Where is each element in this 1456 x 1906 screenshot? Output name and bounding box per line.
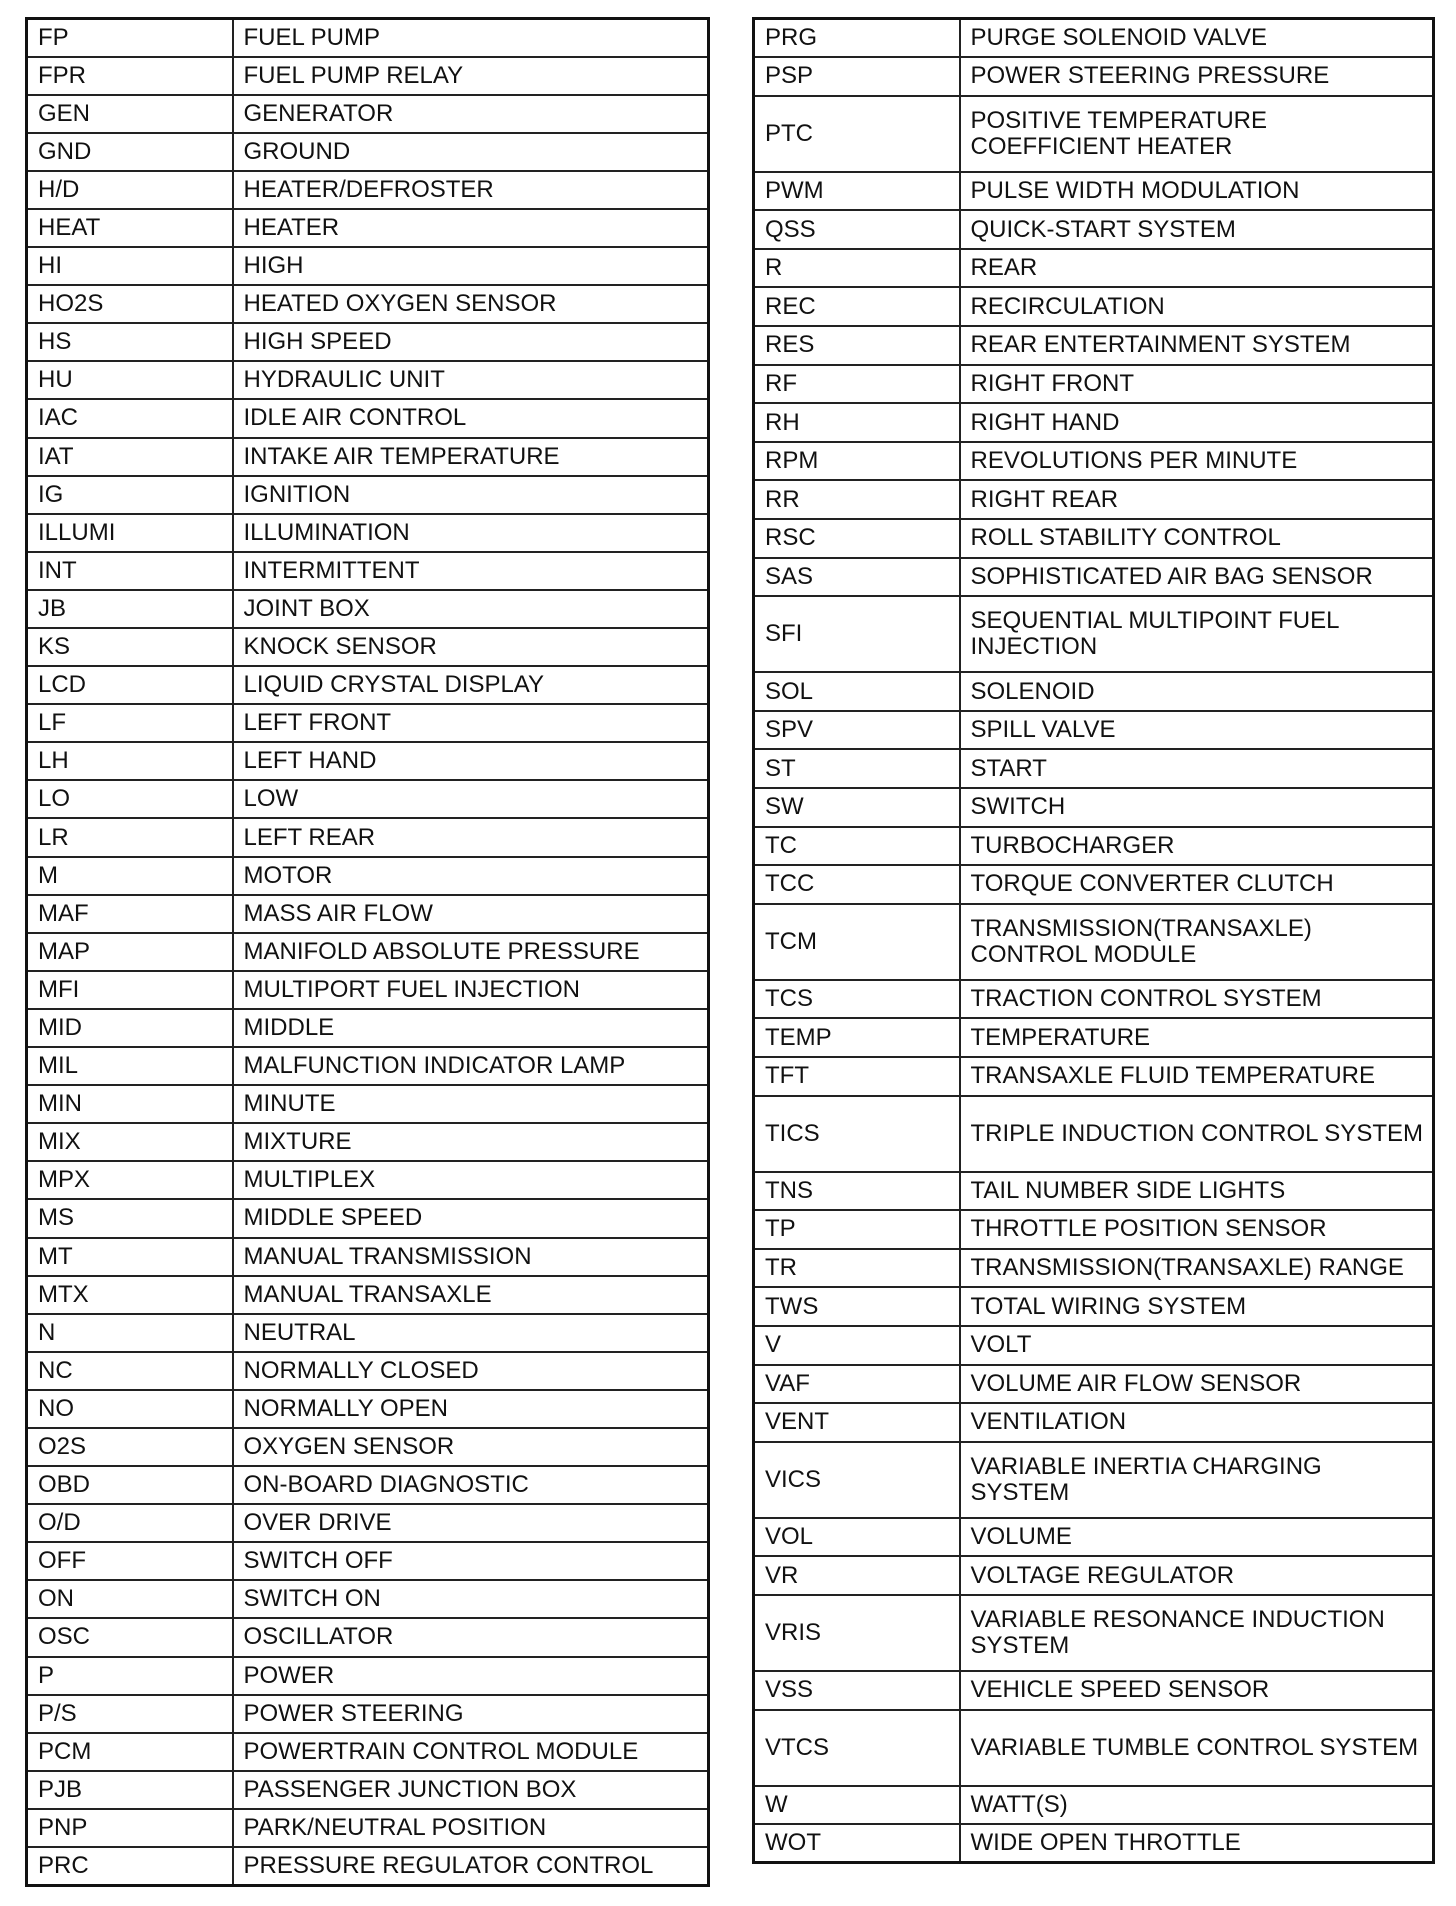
abbreviation-cell: FPR bbox=[27, 57, 233, 95]
abbreviation-cell: MS bbox=[27, 1199, 233, 1237]
abbreviation-cell: MAF bbox=[27, 895, 233, 933]
abbreviation-cell: SOL bbox=[754, 672, 960, 711]
meaning-cell: JOINT BOX bbox=[233, 590, 709, 628]
table-row bbox=[27, 57, 709, 95]
abbreviation-cell: N bbox=[27, 1314, 233, 1352]
abbreviation-cell: TICS bbox=[754, 1096, 960, 1172]
meaning-cell: THROTTLE POSITION SENSOR bbox=[960, 1210, 1434, 1249]
table-row bbox=[754, 1249, 1434, 1288]
meaning-cell: VOLTAGE REGULATOR bbox=[960, 1556, 1434, 1595]
meaning-cell: GENERATOR bbox=[233, 95, 709, 133]
meaning-cell: HYDRAULIC UNIT bbox=[233, 361, 709, 399]
meaning-cell: INTERMITTENT bbox=[233, 552, 709, 590]
table-row bbox=[27, 818, 709, 856]
table-row bbox=[27, 971, 709, 1009]
abbreviation-cell: P/S bbox=[27, 1695, 233, 1733]
meaning-cell: REAR ENTERTAINMENT SYSTEM bbox=[960, 326, 1434, 365]
meaning-cell: TOTAL WIRING SYSTEM bbox=[960, 1287, 1434, 1326]
abbreviation-cell: VTCS bbox=[754, 1710, 960, 1786]
table-row bbox=[27, 1809, 709, 1847]
abbreviation-cell: HEAT bbox=[27, 209, 233, 247]
meaning-cell: RIGHT REAR bbox=[960, 480, 1434, 519]
meaning-cell: TAIL NUMBER SIDE LIGHTS bbox=[960, 1172, 1434, 1211]
meaning-cell: HIGH bbox=[233, 247, 709, 285]
table-row bbox=[754, 596, 1434, 672]
meaning-cell: NEUTRAL bbox=[233, 1314, 709, 1352]
table-row bbox=[754, 788, 1434, 827]
meaning-cell: GROUND bbox=[233, 133, 709, 171]
meaning-cell: MANIFOLD ABSOLUTE PRESSURE bbox=[233, 933, 709, 971]
table-row bbox=[754, 1403, 1434, 1442]
abbreviation-cell: TWS bbox=[754, 1287, 960, 1326]
table-row bbox=[27, 857, 709, 895]
abbreviation-cell: REC bbox=[754, 287, 960, 326]
meaning-cell: PASSENGER JUNCTION BOX bbox=[233, 1771, 709, 1809]
table-row bbox=[754, 1710, 1434, 1786]
meaning-cell: SWITCH ON bbox=[233, 1580, 709, 1618]
meaning-cell: ILLUMINATION bbox=[233, 514, 709, 552]
abbreviation-cell: QSS bbox=[754, 210, 960, 249]
abbreviation-cell: VR bbox=[754, 1556, 960, 1595]
table-row bbox=[754, 442, 1434, 481]
meaning-cell: IDLE AIR CONTROL bbox=[233, 399, 709, 437]
table-row bbox=[754, 210, 1434, 249]
meaning-cell: OXYGEN SENSOR bbox=[233, 1428, 709, 1466]
table-row bbox=[27, 628, 709, 666]
abbreviation-cell: LF bbox=[27, 704, 233, 742]
table-row bbox=[27, 1695, 709, 1733]
meaning-cell: KNOCK SENSOR bbox=[233, 628, 709, 666]
abbreviation-cell: R bbox=[754, 249, 960, 288]
abbreviation-cell: TEMP bbox=[754, 1018, 960, 1057]
table-row bbox=[754, 96, 1434, 172]
abbreviation-cell: MAP bbox=[27, 933, 233, 971]
meaning-cell: TRIPLE INDUCTION CONTROL SYSTEM bbox=[960, 1096, 1434, 1172]
abbreviation-cell: IAT bbox=[27, 438, 233, 476]
abbreviation-cell: GND bbox=[27, 133, 233, 171]
meaning-cell: HEATED OXYGEN SENSOR bbox=[233, 285, 709, 323]
meaning-cell: VOLUME bbox=[960, 1518, 1434, 1557]
meaning-cell: MULTIPLEX bbox=[233, 1161, 709, 1199]
meaning-cell: PRESSURE REGULATOR CONTROL bbox=[233, 1847, 709, 1885]
meaning-cell: NORMALLY CLOSED bbox=[233, 1352, 709, 1390]
abbreviation-cell: RR bbox=[754, 480, 960, 519]
meaning-cell: NORMALLY OPEN bbox=[233, 1390, 709, 1428]
abbreviation-cell: O2S bbox=[27, 1428, 233, 1466]
meaning-cell: MANUAL TRANSAXLE bbox=[233, 1276, 709, 1314]
table-row bbox=[27, 133, 709, 171]
abbreviation-cell: PNP bbox=[27, 1809, 233, 1847]
meaning-cell: START bbox=[960, 749, 1434, 788]
table-row bbox=[27, 1847, 709, 1885]
meaning-cell: OSCILLATOR bbox=[233, 1618, 709, 1656]
meaning-cell: SOLENOID bbox=[960, 672, 1434, 711]
meaning-cell: IGNITION bbox=[233, 476, 709, 514]
table-row bbox=[754, 1018, 1434, 1057]
abbreviation-cell: PWM bbox=[754, 172, 960, 211]
table-row bbox=[754, 558, 1434, 597]
table-row bbox=[27, 552, 709, 590]
abbreviation-cell: P bbox=[27, 1657, 233, 1695]
table-row bbox=[754, 19, 1434, 58]
meaning-cell: RIGHT FRONT bbox=[960, 365, 1434, 404]
table-row bbox=[27, 1352, 709, 1390]
table-row bbox=[27, 247, 709, 285]
meaning-cell: POSITIVE TEMPERATURE COEFFICIENT HEATER bbox=[960, 96, 1434, 172]
table-row bbox=[754, 403, 1434, 442]
meaning-cell: MULTIPORT FUEL INJECTION bbox=[233, 971, 709, 1009]
abbreviation-cell: O/D bbox=[27, 1504, 233, 1542]
table-row bbox=[27, 704, 709, 742]
table-row bbox=[754, 519, 1434, 558]
abbreviation-cell: FP bbox=[27, 19, 233, 57]
abbreviation-cell: H/D bbox=[27, 171, 233, 209]
meaning-cell: SWITCH OFF bbox=[233, 1542, 709, 1580]
table-row bbox=[754, 1786, 1434, 1825]
meaning-cell: TRANSMISSION(TRANSAXLE) RANGE bbox=[960, 1249, 1434, 1288]
table-row bbox=[754, 365, 1434, 404]
abbreviation-cell: TC bbox=[754, 827, 960, 866]
meaning-cell: VARIABLE RESONANCE INDUCTION SYSTEM bbox=[960, 1595, 1434, 1671]
meaning-cell: LOW bbox=[233, 780, 709, 818]
meaning-cell: TEMPERATURE bbox=[960, 1018, 1434, 1057]
abbreviation-cell: PJB bbox=[27, 1771, 233, 1809]
table-row bbox=[27, 1542, 709, 1580]
abbreviation-cell: NC bbox=[27, 1352, 233, 1390]
table-row bbox=[754, 249, 1434, 288]
abbreviation-cell: IAC bbox=[27, 399, 233, 437]
left-table-body bbox=[27, 19, 709, 1886]
table-row bbox=[754, 749, 1434, 788]
abbreviation-cell: PCM bbox=[27, 1733, 233, 1771]
meaning-cell: HEATER bbox=[233, 209, 709, 247]
meaning-cell: LEFT FRONT bbox=[233, 704, 709, 742]
table-row bbox=[27, 1504, 709, 1542]
abbreviation-cell: HU bbox=[27, 361, 233, 399]
table-row bbox=[754, 904, 1434, 980]
meaning-cell: TRANSMISSION(TRANSAXLE) CONTROL MODULE bbox=[960, 904, 1434, 980]
abbreviation-cell: MTX bbox=[27, 1276, 233, 1314]
table-row bbox=[754, 1556, 1434, 1595]
meaning-cell: POWER STEERING bbox=[233, 1695, 709, 1733]
table-row bbox=[754, 672, 1434, 711]
table-row bbox=[27, 895, 709, 933]
abbreviation-cell: TCC bbox=[754, 865, 960, 904]
meaning-cell: PULSE WIDTH MODULATION bbox=[960, 172, 1434, 211]
abbreviation-cell: MPX bbox=[27, 1161, 233, 1199]
abbreviation-cell: VAF bbox=[754, 1365, 960, 1404]
table-row bbox=[27, 666, 709, 704]
abbreviation-cell: HI bbox=[27, 247, 233, 285]
table-row bbox=[27, 1047, 709, 1085]
abbreviation-cell: LO bbox=[27, 780, 233, 818]
meaning-cell: WIDE OPEN THROTTLE bbox=[960, 1824, 1434, 1863]
meaning-cell: REVOLUTIONS PER MINUTE bbox=[960, 442, 1434, 481]
abbreviation-cell: LH bbox=[27, 742, 233, 780]
meaning-cell: VOLUME AIR FLOW SENSOR bbox=[960, 1365, 1434, 1404]
meaning-cell: ON-BOARD DIAGNOSTIC bbox=[233, 1466, 709, 1504]
abbreviation-cell: LCD bbox=[27, 666, 233, 704]
table-row bbox=[27, 1618, 709, 1656]
table-row bbox=[754, 827, 1434, 866]
meaning-cell: RECIRCULATION bbox=[960, 287, 1434, 326]
meaning-cell: MIXTURE bbox=[233, 1123, 709, 1161]
meaning-cell: PARK/NEUTRAL POSITION bbox=[233, 1809, 709, 1847]
abbreviation-cell: SPV bbox=[754, 711, 960, 750]
abbreviation-cell: VICS bbox=[754, 1442, 960, 1518]
table-row bbox=[27, 1161, 709, 1199]
table-row bbox=[27, 1314, 709, 1352]
table-row bbox=[27, 514, 709, 552]
abbreviation-cell: SFI bbox=[754, 596, 960, 672]
meaning-cell: MOTOR bbox=[233, 857, 709, 895]
table-row bbox=[754, 865, 1434, 904]
table-row bbox=[27, 1123, 709, 1161]
meaning-cell: HIGH SPEED bbox=[233, 323, 709, 361]
abbreviation-cell: TP bbox=[754, 1210, 960, 1249]
table-row bbox=[27, 1657, 709, 1695]
meaning-cell: SWITCH bbox=[960, 788, 1434, 827]
abbreviation-cell: MT bbox=[27, 1238, 233, 1276]
table-row bbox=[27, 933, 709, 971]
abbreviation-cell: INT bbox=[27, 552, 233, 590]
abbreviations-table-left bbox=[25, 17, 710, 1887]
abbreviation-cell: HS bbox=[27, 323, 233, 361]
abbreviation-cell: TCS bbox=[754, 980, 960, 1019]
meaning-cell: POWER STEERING PRESSURE bbox=[960, 57, 1434, 96]
abbreviation-cell: RH bbox=[754, 403, 960, 442]
table-row bbox=[754, 57, 1434, 96]
abbreviation-cell: ILLUMI bbox=[27, 514, 233, 552]
table-row bbox=[754, 711, 1434, 750]
meaning-cell: FUEL PUMP bbox=[233, 19, 709, 57]
abbreviation-cell: SW bbox=[754, 788, 960, 827]
abbreviations-table-right bbox=[752, 17, 1435, 1864]
table-row bbox=[27, 476, 709, 514]
table-row bbox=[27, 95, 709, 133]
meaning-cell: RIGHT HAND bbox=[960, 403, 1434, 442]
table-row bbox=[27, 1276, 709, 1314]
table-row bbox=[27, 361, 709, 399]
abbreviation-cell: KS bbox=[27, 628, 233, 666]
abbreviation-cell: VSS bbox=[754, 1671, 960, 1710]
abbreviation-cell: MIL bbox=[27, 1047, 233, 1085]
abbreviation-cell: OFF bbox=[27, 1542, 233, 1580]
abbreviation-cell: RPM bbox=[754, 442, 960, 481]
meaning-cell: LEFT HAND bbox=[233, 742, 709, 780]
abbreviation-cell: V bbox=[754, 1326, 960, 1365]
meaning-cell: MANUAL TRANSMISSION bbox=[233, 1238, 709, 1276]
meaning-cell: MASS AIR FLOW bbox=[233, 895, 709, 933]
table-row bbox=[754, 1595, 1434, 1671]
abbreviation-cell: M bbox=[27, 857, 233, 895]
table-row bbox=[27, 742, 709, 780]
abbreviation-cell: ON bbox=[27, 1580, 233, 1618]
table-row bbox=[27, 1428, 709, 1466]
abbreviation-cell: PRC bbox=[27, 1847, 233, 1885]
meaning-cell: MIDDLE SPEED bbox=[233, 1199, 709, 1237]
table-row bbox=[754, 1824, 1434, 1863]
meaning-cell: TURBOCHARGER bbox=[960, 827, 1434, 866]
abbreviation-cell: MFI bbox=[27, 971, 233, 1009]
meaning-cell: MALFUNCTION INDICATOR LAMP bbox=[233, 1047, 709, 1085]
abbreviation-cell: MID bbox=[27, 1009, 233, 1047]
meaning-cell: ROLL STABILITY CONTROL bbox=[960, 519, 1434, 558]
table-row bbox=[754, 1442, 1434, 1518]
abbreviation-cell: JB bbox=[27, 590, 233, 628]
table-row bbox=[754, 1326, 1434, 1365]
abbreviation-cell: SAS bbox=[754, 558, 960, 597]
table-row bbox=[27, 1390, 709, 1428]
meaning-cell: TRACTION CONTROL SYSTEM bbox=[960, 980, 1434, 1019]
abbreviation-cell: MIN bbox=[27, 1085, 233, 1123]
table-row bbox=[754, 1210, 1434, 1249]
abbreviation-cell: PTC bbox=[754, 96, 960, 172]
abbreviation-cell: HO2S bbox=[27, 285, 233, 323]
abbreviation-cell: VOL bbox=[754, 1518, 960, 1557]
meaning-cell: VARIABLE TUMBLE CONTROL SYSTEM bbox=[960, 1710, 1434, 1786]
meaning-cell: OVER DRIVE bbox=[233, 1504, 709, 1542]
meaning-cell: POWER bbox=[233, 1657, 709, 1695]
meaning-cell: VEHICLE SPEED SENSOR bbox=[960, 1671, 1434, 1710]
table-row bbox=[754, 1671, 1434, 1710]
abbreviation-cell: PRG bbox=[754, 19, 960, 58]
abbreviation-cell: OSC bbox=[27, 1618, 233, 1656]
abbreviation-cell: MIX bbox=[27, 1123, 233, 1161]
meaning-cell: MINUTE bbox=[233, 1085, 709, 1123]
abbreviation-cell: GEN bbox=[27, 95, 233, 133]
meaning-cell: SPILL VALVE bbox=[960, 711, 1434, 750]
abbreviation-cell: RSC bbox=[754, 519, 960, 558]
table-row bbox=[754, 1172, 1434, 1211]
table-row bbox=[27, 323, 709, 361]
meaning-cell: WATT(S) bbox=[960, 1786, 1434, 1825]
meaning-cell: PURGE SOLENOID VALVE bbox=[960, 19, 1434, 58]
meaning-cell: POWERTRAIN CONTROL MODULE bbox=[233, 1733, 709, 1771]
meaning-cell: FUEL PUMP RELAY bbox=[233, 57, 709, 95]
table-row bbox=[27, 1466, 709, 1504]
abbreviation-cell: TFT bbox=[754, 1057, 960, 1096]
right-table-body bbox=[754, 19, 1434, 1863]
table-row bbox=[754, 480, 1434, 519]
abbreviation-cell: W bbox=[754, 1786, 960, 1825]
abbreviation-cell: TCM bbox=[754, 904, 960, 980]
table-row bbox=[27, 780, 709, 818]
table-row bbox=[27, 1771, 709, 1809]
abbreviation-cell: NO bbox=[27, 1390, 233, 1428]
table-row bbox=[754, 172, 1434, 211]
table-row bbox=[27, 171, 709, 209]
table-row bbox=[754, 1365, 1434, 1404]
table-row bbox=[27, 1009, 709, 1047]
meaning-cell: SEQUENTIAL MULTIPOINT FUEL INJECTION bbox=[960, 596, 1434, 672]
abbreviation-cell: IG bbox=[27, 476, 233, 514]
abbreviation-cell: ST bbox=[754, 749, 960, 788]
table-row bbox=[27, 1580, 709, 1618]
table-row bbox=[754, 980, 1434, 1019]
abbreviation-cell: OBD bbox=[27, 1466, 233, 1504]
table-row bbox=[27, 438, 709, 476]
table-row bbox=[27, 1199, 709, 1237]
meaning-cell: VOLT bbox=[960, 1326, 1434, 1365]
table-row bbox=[27, 1238, 709, 1276]
meaning-cell: LIQUID CRYSTAL DISPLAY bbox=[233, 666, 709, 704]
meaning-cell: TORQUE CONVERTER CLUTCH bbox=[960, 865, 1434, 904]
table-row bbox=[27, 285, 709, 323]
table-row bbox=[754, 1096, 1434, 1172]
abbreviation-cell: VENT bbox=[754, 1403, 960, 1442]
table-row bbox=[27, 399, 709, 437]
abbreviation-cell: TNS bbox=[754, 1172, 960, 1211]
meaning-cell: LEFT REAR bbox=[233, 818, 709, 856]
table-row bbox=[27, 209, 709, 247]
abbreviation-cell: RES bbox=[754, 326, 960, 365]
meaning-cell: VENTILATION bbox=[960, 1403, 1434, 1442]
table-row bbox=[27, 19, 709, 57]
abbreviation-cell: LR bbox=[27, 818, 233, 856]
abbreviation-cell: VRIS bbox=[754, 1595, 960, 1671]
abbreviation-cell: PSP bbox=[754, 57, 960, 96]
table-row bbox=[27, 1733, 709, 1771]
abbreviation-cell: WOT bbox=[754, 1824, 960, 1863]
meaning-cell: SOPHISTICATED AIR BAG SENSOR bbox=[960, 558, 1434, 597]
table-row bbox=[27, 590, 709, 628]
abbreviation-cell: RF bbox=[754, 365, 960, 404]
table-row bbox=[754, 287, 1434, 326]
table-row bbox=[754, 326, 1434, 365]
abbreviation-cell: TR bbox=[754, 1249, 960, 1288]
meaning-cell: REAR bbox=[960, 249, 1434, 288]
meaning-cell: TRANSAXLE FLUID TEMPERATURE bbox=[960, 1057, 1434, 1096]
table-row bbox=[27, 1085, 709, 1123]
meaning-cell: INTAKE AIR TEMPERATURE bbox=[233, 438, 709, 476]
meaning-cell: QUICK-START SYSTEM bbox=[960, 210, 1434, 249]
table-row bbox=[754, 1287, 1434, 1326]
meaning-cell: HEATER/DEFROSTER bbox=[233, 171, 709, 209]
meaning-cell: MIDDLE bbox=[233, 1009, 709, 1047]
table-row bbox=[754, 1057, 1434, 1096]
meaning-cell: VARIABLE INERTIA CHARGING SYSTEM bbox=[960, 1442, 1434, 1518]
table-row bbox=[754, 1518, 1434, 1557]
